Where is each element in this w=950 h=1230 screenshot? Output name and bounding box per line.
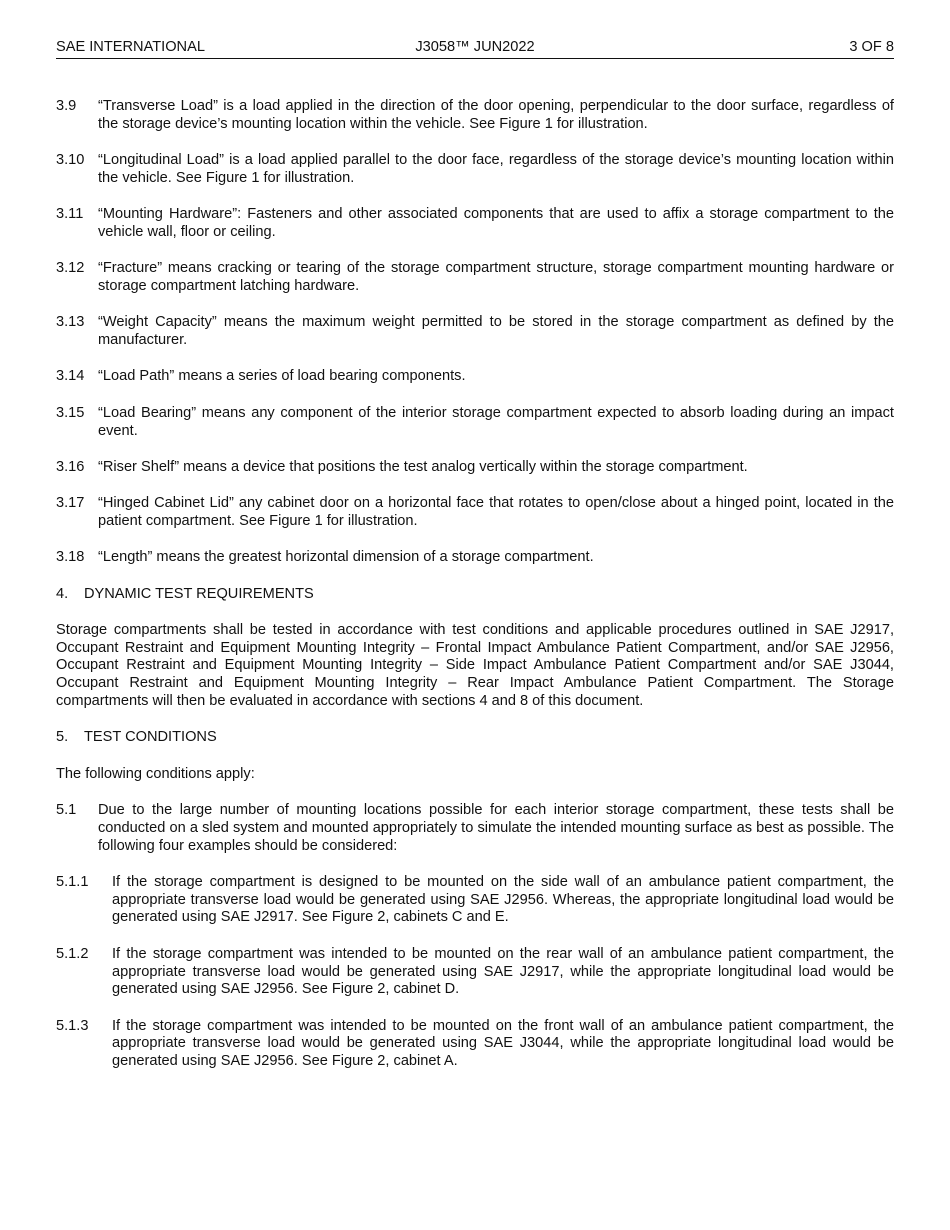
item-number: 5.1.3 (56, 1017, 89, 1034)
item-number: 3.11 (56, 206, 84, 223)
item-text: “Load Path” means a series of load bearing components. (98, 368, 466, 385)
item-text: “Length” means the greatest horizontal dimension of a storage compartment. (98, 549, 594, 566)
item-5-1-1 (56, 874, 894, 927)
definition-3-15 (56, 405, 894, 441)
item-5-1-2 (56, 946, 894, 999)
item-number: 3.13 (56, 314, 85, 331)
item-text: “Mounting Hardware”: Fasteners and other associated components that are used to affix a storage compartment to the vehicle wall, floor or ceiling. (98, 206, 894, 240)
definition-3-14 (56, 368, 894, 386)
section-4-heading (56, 586, 894, 604)
item-number: 5.1.1 (56, 873, 89, 890)
definition-3-18 (56, 549, 894, 567)
item-text: “Hinged Cabinet Lid” any cabinet door on a horizontal face that rotates to open/close about a hinged point, located in the patient compartment. See Figure 1 for illustration. (98, 495, 894, 529)
item-text: “Longitudinal Load” is a load applied parallel to the door face, regardless of the storage device’s mounting location within the vehicle. See Figure 1 for illustration. (98, 152, 894, 186)
item-text: Due to the large number of mounting locations possible for each interior storage compartment, these tests shall be conducted on a sled system and mounted appropriately to simulate the intended mounting surface as best as possible. The following four examples should be considered: (98, 801, 894, 854)
header-organization: SAE INTERNATIONAL (56, 39, 205, 55)
item-number: 3.17 (56, 495, 85, 512)
section-5-intro: The following conditions apply: (56, 765, 255, 782)
section-5-heading (56, 729, 894, 747)
section-number: 5. (56, 729, 69, 746)
item-text: If the storage compartment was intended to be mounted on the rear wall of an ambulance patient compartment, the appropriate transverse load would be generated using SAE J2917, while the appropriate longitudinal load would be generated using SAE J2956. See Figure 2, cabinet D. (112, 945, 894, 998)
item-number: 5.1 (56, 801, 77, 818)
header-document-id: J3058™ JUN2022 (415, 39, 535, 55)
item-number: 3.12 (56, 260, 85, 277)
item-5-1 (56, 802, 894, 855)
item-number: 5.1.2 (56, 945, 89, 962)
definition-3-11 (56, 206, 894, 242)
header-page-number: 3 OF 8 (849, 39, 894, 55)
item-number: 3.15 (56, 404, 85, 421)
item-number: 3.18 (56, 549, 85, 566)
definition-3-17 (56, 495, 894, 531)
definition-3-9 (56, 98, 894, 134)
section-number: 4. (56, 585, 69, 602)
definition-3-13 (56, 314, 894, 350)
item-number: 3.16 (56, 458, 85, 475)
definition-3-10 (56, 152, 894, 188)
item-text: “Transverse Load” is a load applied in the direction of the door opening, perpendicular to the door surface, regardless of the storage device’s mounting location within the vehicle. See Figure 1 for illustration. (98, 98, 894, 132)
item-text: “Weight Capacity” means the maximum weight permitted to be stored in the storage compartment as defined by the manufacturer. (98, 314, 894, 349)
item-5-1-3 (56, 1018, 894, 1071)
item-text: “Riser Shelf” means a device that positions the test analog vertically within the storage compartment. (98, 458, 748, 475)
item-number: 3.9 (56, 98, 77, 114)
section-title: DYNAMIC TEST REQUIREMENTS (84, 585, 314, 602)
item-text: If the storage compartment was intended to be mounted on the front wall of an ambulance patient compartment, the appropriate transverse load would be generated using SAE J3044, while the appropriate longitudinal load would be generated using SAE J2956. See Figure 2, cabinet A. (112, 1017, 894, 1070)
document-body (56, 98, 894, 1089)
item-text: “Load Bearing” means any component of the interior storage compartment expected to absorb loading during an impact event. (98, 404, 894, 439)
definition-3-16 (56, 459, 894, 477)
section-4-body: Storage compartments shall be tested in accordance with test conditions and applicable procedures outlined in SAE J2917, Occupant Restraint and Equipment Mounting Integrity – Frontal Impact Ambulance Patient Compartment, and/or SAE J2956, Occupant Restraint and Equipment Mounting Integrity – Side Impact Ambulance Patient Compartment and/or SAE J3044, Occupant Restraint and Equipment Mounting Integrity – Rear Impact Ambulance Patient Compartment. The Storage compartments will then be evaluated in accordance with sections 4 and 8 of this document. (56, 621, 894, 710)
page-header (56, 39, 894, 59)
item-text: “Fracture” means cracking or tearing of the storage compartment structure, storage compartment mounting hardware or storage compartment latching hardware. (98, 260, 894, 295)
definition-3-12 (56, 260, 894, 296)
item-number: 3.14 (56, 368, 85, 385)
item-number: 3.10 (56, 152, 85, 169)
item-text: If the storage compartment is designed to be mounted on the side wall of an ambulance patient compartment, the appropriate transverse load would be generated using SAE J2956. Whereas, the appropriate longitudinal load would be generated using SAE J2917. See Figure 2, cabinets C and E. (112, 873, 894, 926)
section-title: TEST CONDITIONS (84, 729, 217, 746)
